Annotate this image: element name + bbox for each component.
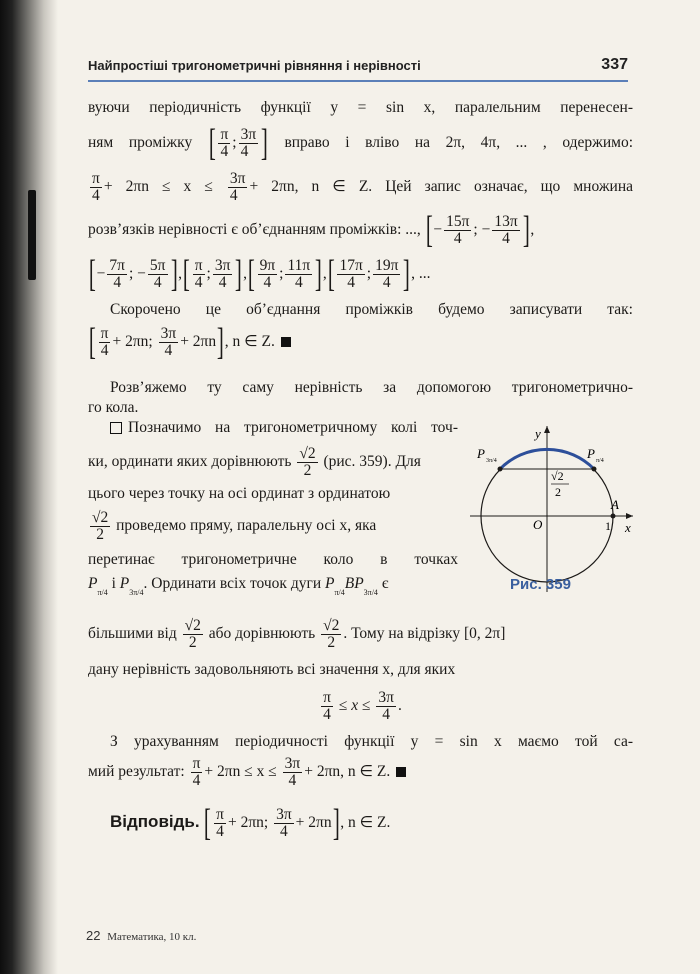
denominator: 4 [194, 273, 203, 291]
text-line: З урахуванням періодичності функції y = sin x маємо той са- [110, 733, 633, 750]
bracket-right: ] [170, 253, 178, 296]
point-right [592, 467, 597, 472]
denominator: 4 [279, 822, 288, 840]
fraction [148, 258, 168, 292]
bracket-right: ] [235, 253, 243, 296]
y-axis-arrow-icon [544, 426, 550, 433]
denominator: 4 [263, 273, 272, 291]
fraction [228, 171, 248, 205]
frac-denominator: 2 [555, 485, 561, 499]
fraction [213, 258, 233, 292]
numerator: 3π [229, 169, 246, 187]
fraction [193, 258, 205, 292]
numerator: 3π [284, 754, 301, 772]
fraction [321, 690, 333, 724]
text-fragment: ням проміжку [88, 134, 193, 151]
text-line [88, 322, 633, 362]
text-fragment: більшими від [88, 625, 177, 642]
text-fragment: і [111, 575, 116, 592]
text-fragment: , n ∈ Z. [340, 763, 391, 780]
bracket-right: ] [261, 122, 268, 165]
fraction [376, 690, 396, 724]
numerator: 15π [446, 212, 470, 230]
figure-caption: Рис. 359 [510, 576, 571, 593]
text-fragment: + 2πn ≤ x ≤ [204, 763, 277, 780]
numerator: 19π [375, 256, 399, 274]
point-label: P [119, 575, 130, 592]
text-fragment: . Тому на відрізку [0, 2π] [343, 625, 506, 642]
fraction [214, 807, 226, 841]
denominator: 4 [240, 142, 249, 160]
page-clip [28, 190, 36, 280]
denominator: 4 [288, 771, 297, 789]
numerator: π [194, 256, 203, 274]
unit-circle-figure [465, 420, 640, 600]
numerator: √2 [184, 616, 201, 634]
book-spine-shadow [0, 0, 58, 974]
text-fragment: (рис. 359). Для [323, 453, 421, 470]
text-line: цього через точку на осі ординат з ординатою [88, 485, 391, 502]
numerator: √2 [299, 444, 316, 462]
point-label: P [354, 575, 364, 592]
chapter-title: Найпростіші тригонометричні рівняння і нерівності [88, 58, 421, 73]
denominator: 4 [153, 273, 162, 291]
running-header [88, 58, 628, 82]
bracket-left: [ [327, 253, 335, 296]
fraction [107, 258, 127, 292]
fraction [90, 510, 110, 544]
label-P-left-sub: 3π/4 [486, 458, 497, 464]
text-fragment: вправо і вліво на 2π, 4π, ... , одержимо: [284, 134, 634, 151]
numerator: 3π [240, 125, 257, 143]
denominator: 4 [453, 229, 462, 247]
bracket-right: ] [315, 253, 323, 296]
denominator: 2 [188, 633, 197, 651]
end-of-proof-icon [281, 337, 291, 347]
fraction [99, 326, 111, 360]
text-fragment: Позначимо на тригонометричному колі точ- [128, 419, 458, 436]
text-line [88, 506, 458, 546]
text-fragment: + 2πn; [112, 333, 153, 350]
denominator: 4 [220, 142, 229, 160]
fraction [321, 618, 341, 652]
label-y: y [535, 426, 541, 441]
fraction [283, 756, 303, 790]
text-fragment: Ординати всіх точок дуги [151, 575, 322, 592]
point-label: P [88, 575, 98, 592]
fraction [218, 127, 230, 161]
bracket-left: [ [88, 321, 96, 364]
denominator: 4 [294, 273, 303, 291]
numerator: √2 [323, 616, 340, 634]
text-fragment: ≤ [362, 697, 371, 714]
bracket-right: ] [522, 209, 530, 252]
numerator: 3π [214, 256, 231, 274]
x-axis-arrow-icon [626, 513, 633, 519]
label-x: x [625, 520, 631, 535]
denominator: 2 [303, 461, 312, 479]
page-number: 337 [601, 56, 628, 73]
fraction [258, 258, 278, 292]
point-A [611, 514, 616, 519]
bracket-left: [ [88, 253, 96, 296]
text-line [88, 614, 633, 654]
text-line: $P_{\pi/4}$ і $P_{3\pi/4}$. Ординати всіх точок дуги $P_{\pi/4}BP_{3\pi/4}$ є [88, 575, 389, 597]
denominator: 4 [192, 771, 201, 789]
fraction [191, 756, 203, 790]
fraction [492, 214, 519, 248]
fraction [239, 127, 259, 161]
footer-page: 22 [86, 928, 101, 943]
page-footer [86, 928, 196, 943]
denominator: 4 [502, 229, 510, 247]
fraction [337, 258, 364, 292]
denominator: 4 [382, 273, 391, 291]
fraction [183, 618, 203, 652]
answer-label: Відповідь. [110, 812, 200, 831]
answer-line [110, 800, 655, 844]
fraction [274, 807, 294, 841]
text-fragment: розв’язків нерівності є об’єднанням проміжків: ..., [88, 221, 421, 238]
text-fragment: + 2πn [295, 814, 332, 831]
frac-numerator: √2 [551, 469, 564, 483]
text-fragment: ки, ординати яких дорівнюють [88, 453, 292, 470]
numerator: π [92, 169, 100, 187]
numerator: 17π [339, 256, 363, 274]
text-fragment: проведемо пряму, паралельну осі x, яка [116, 517, 377, 534]
text-line: [− $\frac{7\pi}{4}$ ; − $\frac{5\pi}{4}$ ],[ $\frac{\pi}{4}$ ; $\frac{3\pi}{4}$ ],[ $\frac{9\pi}{4}$ ; $\frac{11\pi}{4}$ ],[ $\frac{17\pi}{4}$ ; $\frac{19\pi}{4}$ ], ... [88, 253, 431, 296]
numerator: π [192, 754, 201, 772]
numerator: π [323, 688, 331, 706]
text-line: Скорочено це об’єднання проміжків будемо записувати так: [110, 301, 633, 318]
point-label: P [325, 575, 335, 592]
label-P-right: P [587, 446, 595, 461]
text-fragment: або дорівнюють [208, 625, 316, 642]
text-fragment: x [351, 697, 359, 714]
text-fragment: , n ∈ Z. [340, 814, 391, 831]
footer-book: Математика, 10 кл. [107, 931, 197, 943]
fraction [373, 258, 400, 292]
numerator: 11π [287, 256, 311, 274]
denominator: 4 [218, 273, 227, 291]
numerator: 3π [378, 688, 394, 706]
text-line [110, 418, 458, 438]
text-fragment: мий результат: [88, 763, 185, 780]
text-line: ням проміжку [ $\frac{\pi}{4}$ ; $\frac{3\pi}{4}$ ] вправо і вліво на 2π, 4π, ... , одержимо: [88, 122, 634, 165]
bracket-left: [ [208, 122, 216, 165]
text-line: мий результат: $\frac{\pi}{4}$ + 2πn ≤ x ≤ $\frac{3\pi}{4}$ + 2πn, n ∈ Z. [88, 752, 633, 792]
bracket-left: [ [182, 253, 190, 296]
numerator: π [100, 324, 109, 342]
bracket-left: [ [247, 253, 255, 296]
numerator: 9π [259, 256, 276, 274]
denominator: 4 [100, 341, 109, 359]
text-fragment: + 2πn; [227, 814, 269, 831]
numerator: 3π [276, 805, 292, 823]
text-line: го кола. [88, 399, 139, 416]
text-fragment: , ... [411, 265, 431, 282]
numerator: 5π [149, 256, 166, 274]
fraction [285, 258, 312, 292]
open-square-icon [110, 422, 122, 434]
text-line: дану нерівність задовольняють всі значення x, для яких [88, 661, 456, 678]
denominator: 4 [113, 273, 122, 291]
denominator: 4 [323, 705, 331, 723]
text-line: перетинає тригонометричне коло в точках [88, 551, 458, 568]
bracket-left: [ [204, 802, 212, 845]
text-fragment: є [381, 575, 389, 592]
label-A: A [611, 497, 619, 512]
formula-centered: $\frac{\pi}{4}$ ≤ x ≤ $\frac{3\pi}{4}$ . [323, 688, 402, 723]
text-fragment: + 2πn ≤ x ≤ [103, 178, 213, 195]
bracket-right: ] [403, 253, 411, 296]
numerator: √2 [92, 508, 109, 526]
label-1: 1 [605, 519, 611, 533]
point-left [498, 467, 503, 472]
bracket-right: ] [332, 802, 340, 845]
denominator: 4 [216, 822, 224, 840]
denominator: 4 [229, 186, 238, 204]
numerator: 3π [160, 324, 177, 342]
end-of-proof-icon [396, 767, 406, 777]
denominator: 4 [164, 341, 173, 359]
numerator: 7π [109, 256, 125, 274]
text-fragment: + 2πn [180, 333, 217, 350]
text-line: вуючи періодичність функції y = sin x, паралельним перенесен- [88, 99, 633, 116]
denominator: 2 [96, 525, 104, 543]
label-P-left: P [477, 446, 485, 461]
text-fragment: + 2πn, n ∈ Z. Цей запис означає, що множина [249, 178, 633, 195]
point-label: B [344, 575, 355, 592]
bracket-left: [ [425, 209, 433, 252]
label-P-right-sub: π/4 [596, 458, 604, 464]
denominator: 4 [347, 273, 355, 291]
bracket-right: ] [216, 321, 224, 364]
fraction [444, 214, 471, 248]
label-O: O [533, 517, 543, 532]
text-line: розв’язків нерівності є об’єднанням проміжків: ..., [− $\frac{15\pi}{4}$ ; − $\frac{13\pi}{4}$ ], [88, 209, 535, 252]
denominator: 2 [327, 633, 336, 651]
numerator: π [220, 125, 229, 143]
numerator: 13π [494, 212, 518, 230]
fraction [297, 446, 317, 480]
text-fragment: , n ∈ Z. [224, 333, 275, 350]
numerator: π [216, 805, 224, 823]
text-line: Розв’яжемо ту саму нерівність за допомогою тригонометрично- [110, 379, 633, 396]
text-line [88, 168, 633, 206]
fraction [90, 171, 102, 205]
fraction [159, 326, 179, 360]
text-line [88, 442, 458, 482]
denominator: 4 [382, 705, 391, 723]
denominator: 4 [92, 186, 100, 204]
text-fragment: ≤ [338, 697, 348, 714]
